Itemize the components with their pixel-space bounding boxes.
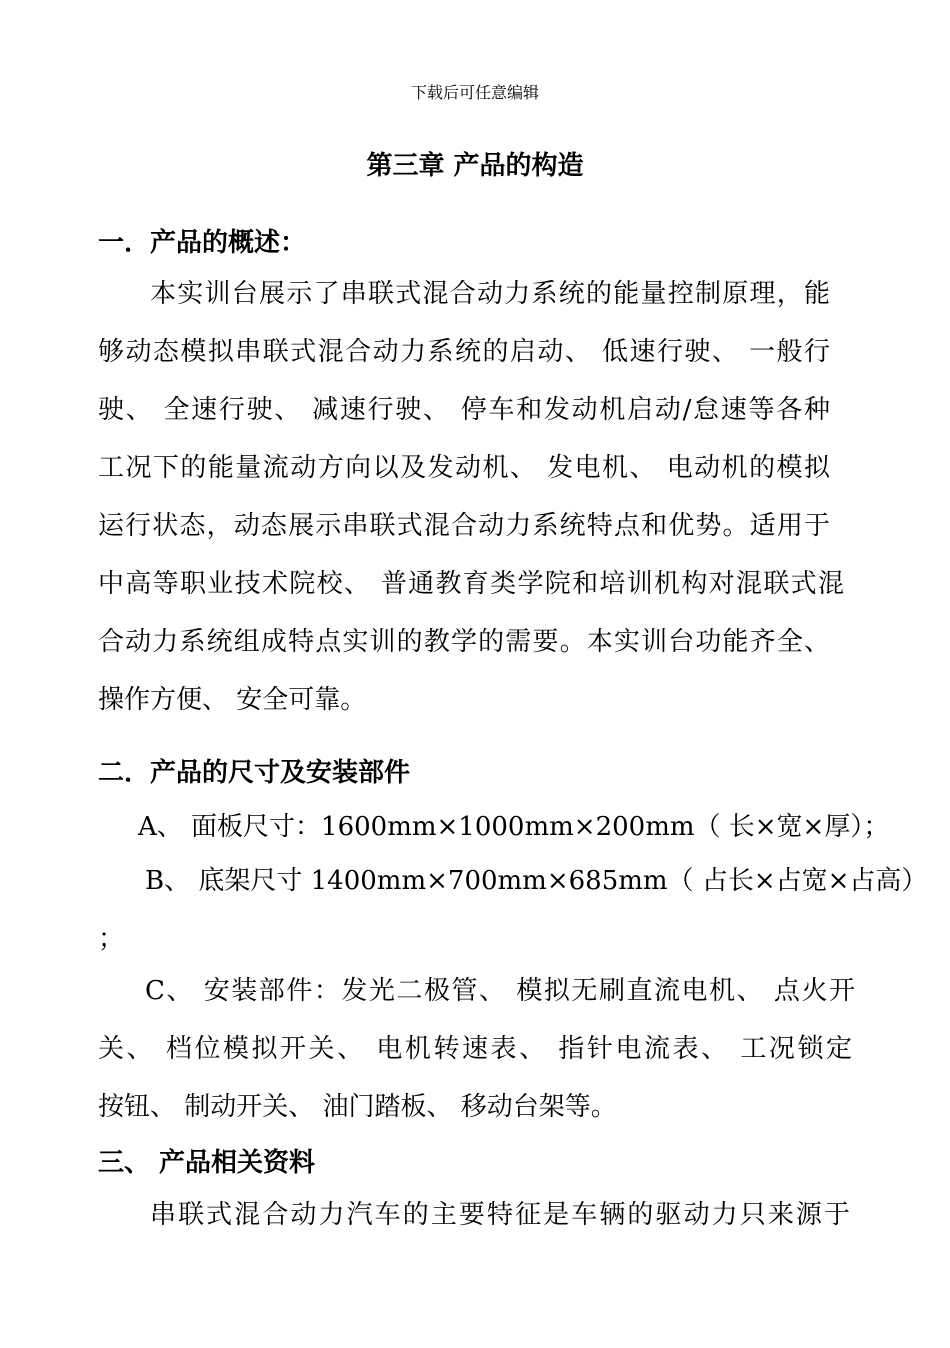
section-1-heading: 一．产品的概述： <box>98 228 307 258</box>
spec-line-continuation: ； <box>98 924 125 954</box>
spec-line-panel-size: A、 面板尺寸：1600mm×1000mm×200mm（ 长×宽×厚）； <box>138 812 890 842</box>
page-header: 下载后可任意编辑 <box>410 83 539 102</box>
paragraph-line: 运行状态，动态展示串联式混合动力系统特点和优势。适用于 <box>98 511 830 541</box>
paragraph-line: 合动力系统组成特点实训的教学的需要。本实训台功能齐全、 <box>98 627 830 657</box>
spec-line-components: C、 安装部件：发光二极管、 模拟无刷直流电机、 点火开 <box>145 976 855 1006</box>
spec-line-components: 按钮、 制动开关、 油门踏板、 移动台架等。 <box>98 1092 617 1122</box>
paragraph-line: 工况下的能量流动方向以及发动机、 发电机、 电动机的模拟 <box>98 453 830 483</box>
paragraph-line: 中高等职业技术院校、 普通教育类学院和培训机构对混联式混 <box>98 569 844 599</box>
spec-line-frame-size: B、 底架尺寸 1400mm×700mm×685mm（ 占长×占宽×占高） <box>145 866 928 896</box>
paragraph-line: 够动态模拟串联式混合动力系统的启动、 低速行驶、 一般行 <box>98 337 830 367</box>
paragraph-line: 串联式混合动力汽车的主要特征是车辆的驱动力只来源于 <box>150 1200 850 1230</box>
paragraph-line: 操作方便、 安全可靠。 <box>98 685 367 715</box>
paragraph-line: 本实训台展示了串联式混合动力系统的能量控制原理，能 <box>150 279 830 309</box>
chapter-title: 第三章 产品的构造 <box>366 151 584 181</box>
spec-line-components: 关、 档位模拟开关、 电机转速表、 指针电流表、 工况锁定 <box>98 1034 852 1064</box>
section-3-heading: 三、 产品相关资料 <box>98 1148 316 1178</box>
section-2-heading: 二．产品的尺寸及安装部件 <box>98 758 411 788</box>
paragraph-line: 驶、 全速行驶、 减速行驶、 停车和发动机启动/怠速等各种 <box>98 395 830 425</box>
